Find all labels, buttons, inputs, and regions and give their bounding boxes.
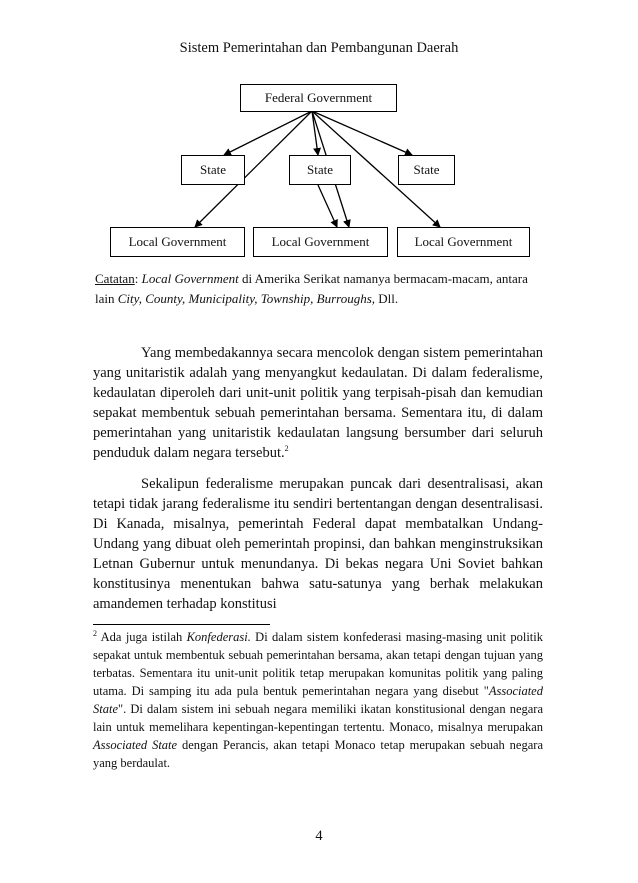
arrow-federal-to-state-middle (312, 111, 318, 155)
footnote-number: 2 (93, 628, 97, 638)
local-government-box-middle: Local Government (253, 227, 388, 257)
local-government-box-left: Local Government (110, 227, 245, 257)
paragraph-1: Yang membedakannya secara mencolok dengan sistem pemerintahan yang unitaristik adalah yang menyangkut kedaulatan. Di dalam federalisme, kedaulatan diperoleh dari unit-unit politik yang terpisah-pisah dan kemudian sepakat membentuk sebuah pemerintahan bersama. Sementara itu, di dalam pemerintahan yang unitaristik kedaulatan langsung bersumber dari seluruh penduduk dalam negara tersebut.$^2$ (93, 345, 543, 461)
diagram-arrows (0, 0, 638, 260)
arrow-federal-to-state-right (312, 111, 412, 155)
footnote: $^2$ Ada juga istilah Konfederasi. Di dalam sistem konfederasi masing-masing unit politik sepakat untuk membentuk sebuah pemerintahan bersama, akan tetapi dengan tujuan yang terbatas. Sementara itu unit-unit politik tetap merupakan komunitas politik yang paling utama. Di samping itu ada pula bentuk pemerintahan negara yang disebut "Associated State". Di dalam sistem ini sebuah negara memiliki ikatan konstitusional dengan negara lain untuk memelihara kepentingan-kepentingan tertentu. Monaco, misalnya merupakan Associated State dengan Perancis, akan tetapi Monaco tetap merupakan sebuah negara yang berdaulat. (93, 628, 543, 770)
state-box-middle: State (289, 155, 351, 185)
page-number: 4 (315, 828, 323, 844)
running-header: Sistem Pemerintahan dan Pembangunan Daerah (179, 40, 459, 56)
federal-government-box: Federal Government (240, 84, 397, 112)
paragraph-2: Sekalipun federalisme merupakan puncak dari desentralisasi, akan tetapi tidak jarang federalisme itu sendiri bertentangan dengan desentralisasi. Di Kanada, misalnya, pemerintah Federal dapat membatalkan Undang-Undang yang dibuat oleh pemerintah propinsi, dan bahkan menginstruksikan Letnan Gubernur untuk menundanya. Di bekas negara Uni Soviet bahkan konstitusinya menentukan bahwa satu-satunya yang berhak melakukan amandemen terhadap konstitusi (93, 476, 543, 612)
state-box-right: State (398, 155, 455, 185)
diagram-note: Catatan: Local Government di Amerika Serikat namanya bermacam-macam, antara lain City, County, Municipality, Township, Burroughs, Dll. (95, 271, 528, 306)
note-label: Catatan (95, 271, 135, 286)
state-box-left: State (181, 155, 245, 185)
arrow-federal-to-state-left (224, 111, 312, 155)
arrow-state-to-local-middle (318, 185, 337, 227)
footnote-separator (93, 624, 270, 625)
local-government-box-right: Local Government (397, 227, 530, 257)
footnote-reference: 2 (284, 444, 289, 454)
note-term: Local Government (141, 271, 239, 286)
note-examples: City, County, Municipality, Township, Burroughs, (117, 291, 376, 306)
